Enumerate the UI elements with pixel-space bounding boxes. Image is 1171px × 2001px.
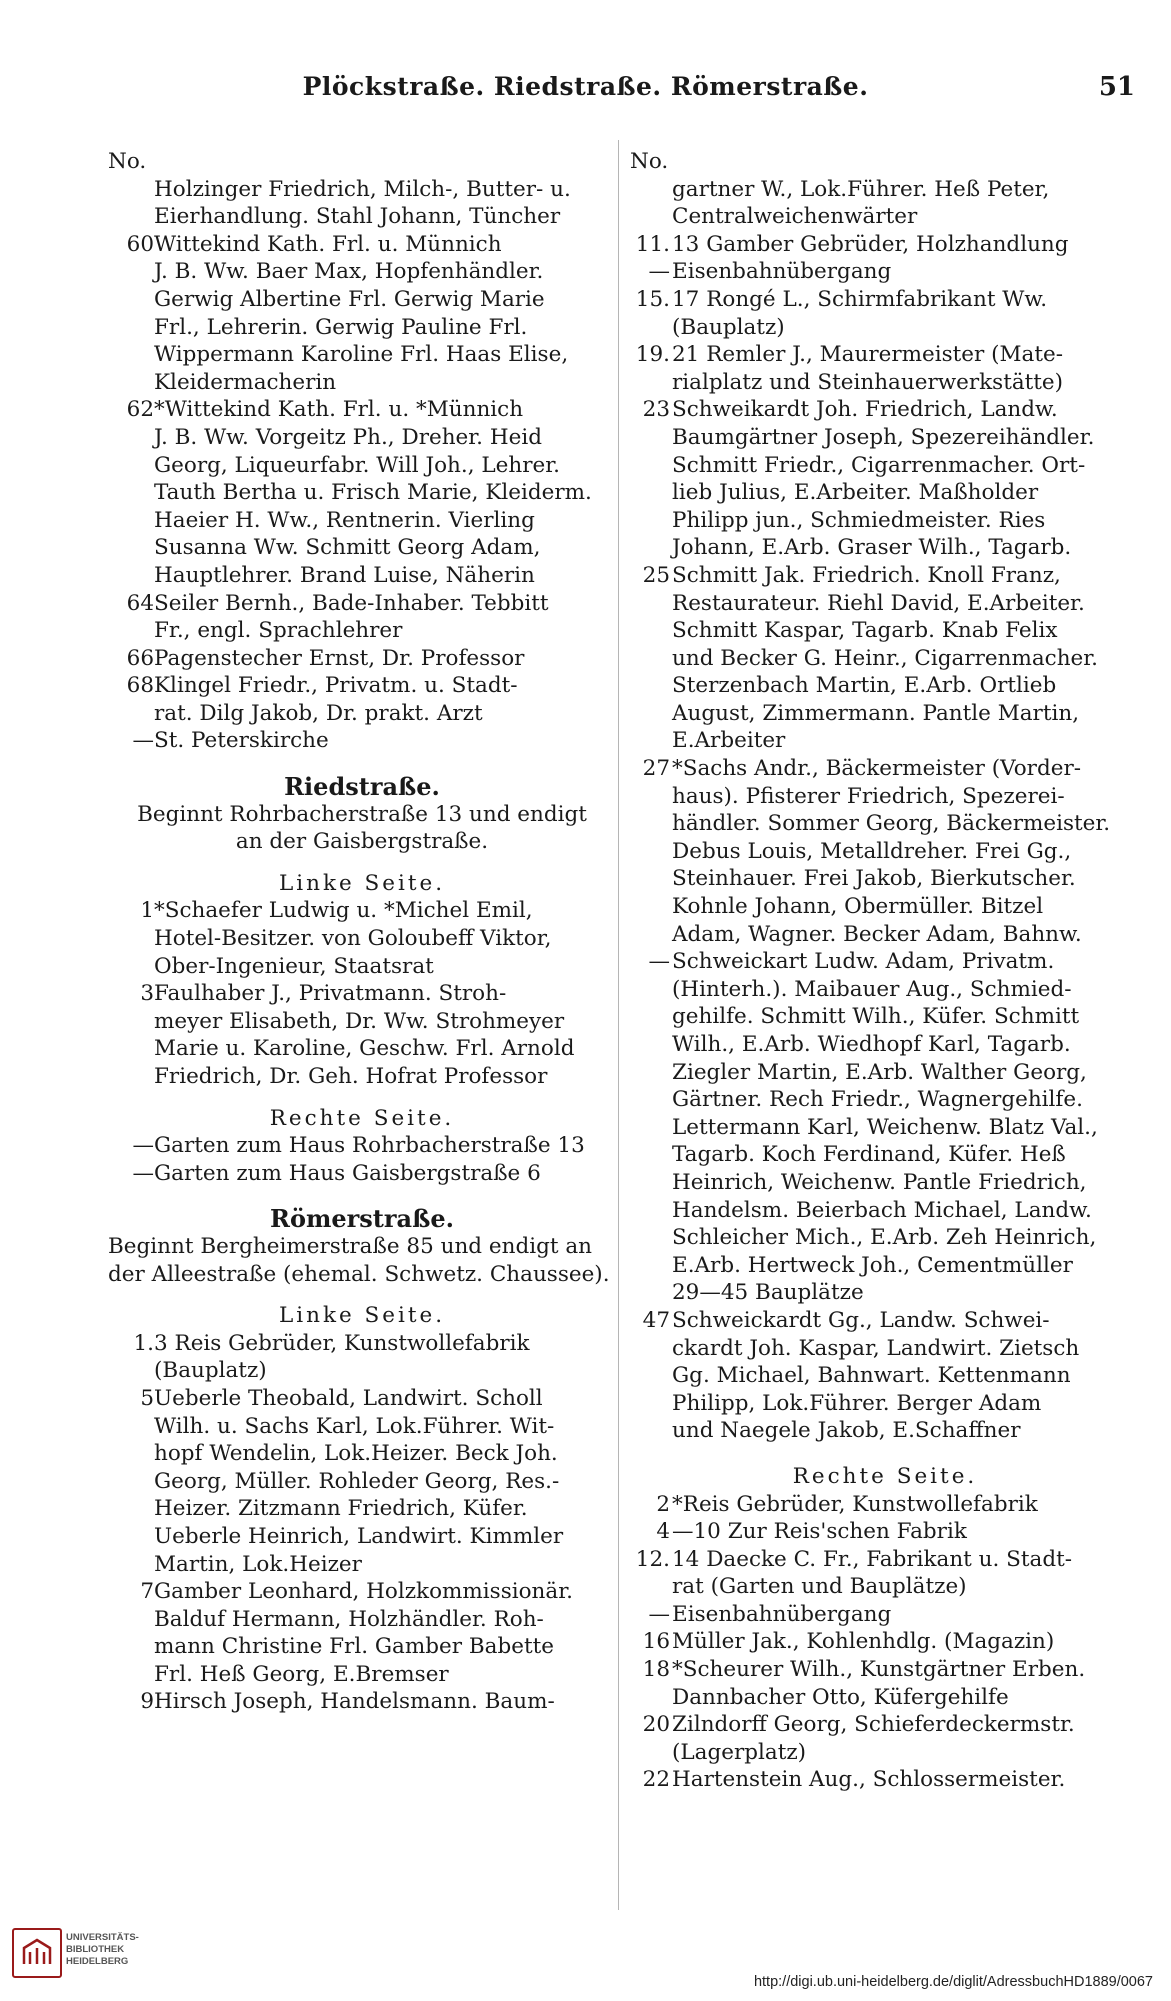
- house-number: 20: [642, 1712, 670, 1738]
- house-number: 12.: [635, 1546, 670, 1572]
- spacer: [108, 1187, 616, 1205]
- house-number: —: [132, 1133, 154, 1159]
- ploeck-entry: [108, 507, 616, 535]
- entry-text: Martin, Lok.Heizer: [154, 1551, 362, 1577]
- roemer-left-cont-entry: [630, 1252, 1140, 1280]
- roemer-left-cont-entry: [630, 727, 1140, 755]
- roemer-left-cont-entry: [630, 865, 1140, 893]
- roemer-left-cont-entry: [630, 893, 1140, 921]
- page-title: Plöckstraße. Riedstraße. Römerstraße.: [302, 72, 869, 101]
- logo-emblem-icon: [12, 1928, 62, 1978]
- column-label: [630, 148, 1140, 176]
- street-intro-text: an der Gaisbergstraße.: [235, 829, 489, 855]
- roemer-left-cont-entry: [630, 452, 1140, 480]
- ploeck-entry: [108, 645, 616, 673]
- house-number: 25: [642, 562, 670, 588]
- entry-text: Hauptlehrer. Brand Luise, Näherin: [154, 562, 535, 588]
- side-label: [108, 870, 616, 898]
- house-number: 16: [642, 1629, 670, 1655]
- spacer: [108, 755, 616, 773]
- entry-text: —10 Zur Reis'schen Fabrik: [672, 1519, 967, 1545]
- entry-text: meyer Elisabeth, Dr. Ww. Strohmeyer: [154, 1008, 565, 1034]
- roemer-left-cont-entry: [630, 507, 1140, 535]
- house-number: 7: [140, 1579, 154, 1605]
- side-label-text: Rechte Seite.: [792, 1463, 978, 1489]
- ploeck-entry: [108, 562, 616, 590]
- roemer-left-cont-entry: [630, 1307, 1140, 1335]
- roemer-left-cont-entry: [630, 1197, 1140, 1225]
- entry-text: Fr., engl. Sprachlehrer: [154, 618, 403, 644]
- entry-text: Schweickart Ludw. Adam, Privatm.: [672, 949, 1055, 975]
- roemer-right-entry: [630, 1546, 1140, 1574]
- entry-text: Schmitt Kaspar, Tagarb. Knab Felix: [672, 618, 1058, 644]
- ploeck-entry: [108, 617, 616, 645]
- entry-text: Steinhauer. Frei Jakob, Bierkutscher.: [672, 866, 1076, 892]
- source-url-link[interactable]: http://digi.ub.uni-heidelberg.de/diglit/AdressbuchHD1889/0067: [753, 1974, 1153, 1990]
- side-label: [108, 1302, 616, 1330]
- roemer-left-cont-entry: [630, 976, 1140, 1004]
- entry-text: Eierhandlung. Stahl Johann, Tüncher: [154, 204, 561, 230]
- entry-text: Baumgärtner Joseph, Spezereihändler.: [672, 424, 1095, 450]
- street-intro-text: Beginnt Rohrbacherstraße 13 und endigt: [137, 801, 587, 827]
- entry-text: J. B. Ww. Vorgeitz Ph., Dreher. Heid: [154, 424, 542, 450]
- entry-text: gartner W., Lok.Führer. Heß Peter,: [672, 176, 1050, 202]
- ploeck-entry: [108, 314, 616, 342]
- house-number: 9: [140, 1689, 154, 1715]
- house-number: 60: [126, 231, 154, 257]
- entry-text: Centralweichenwärter: [672, 204, 918, 230]
- street-intro-text: der Alleestraße (ehemal. Schwetz. Chaussee).: [108, 1261, 610, 1287]
- entry-text: Heizer. Zitzmann Friedrich, Küfer.: [154, 1496, 528, 1522]
- entry-text: Balduf Hermann, Holzhändler. Roh-: [154, 1606, 544, 1632]
- entry-text: gehilfe. Schmitt Wilh., Küfer. Schmitt: [672, 1004, 1080, 1030]
- house-number: 23: [642, 397, 670, 423]
- entry-text: rialplatz und Steinhauerwerkstätte): [672, 369, 1064, 395]
- ried-left-entry: [108, 980, 616, 1008]
- entry-text: Restaurateur. Riehl David, E.Arbeiter.: [672, 590, 1085, 616]
- entry-text: (Bauplatz): [154, 1358, 267, 1384]
- roemer-left-entry: [108, 1357, 616, 1385]
- ried-right-entry: [108, 1160, 616, 1188]
- roemer-left-cont-entry: [630, 1390, 1140, 1418]
- ploeck-entry: [108, 176, 616, 204]
- entry-text: Müller Jak., Kohlenhdlg. (Magazin): [672, 1629, 1055, 1655]
- house-number: 66: [126, 645, 154, 671]
- roemer-left-entry: [108, 1606, 616, 1634]
- roemer-left-cont-entry: [630, 700, 1140, 728]
- roemer-left-entry: [108, 1688, 616, 1716]
- roemer-left-entry: [108, 1495, 616, 1523]
- entry-text: hopf Wendelin, Lok.Heizer. Beck Joh.: [154, 1441, 558, 1467]
- ploeck-entry: [108, 700, 616, 728]
- entry-text: rat. Dilg Jakob, Dr. prakt. Arzt: [154, 700, 483, 726]
- house-number: —: [648, 1601, 670, 1627]
- entry-text: Wippermann Karoline Frl. Haas Elise,: [154, 342, 569, 368]
- house-number: —: [648, 949, 670, 975]
- side-label-text: Linke Seite.: [278, 870, 446, 896]
- roemer-left-cont-entry: [630, 1279, 1140, 1307]
- street-intro: [108, 1233, 616, 1261]
- roemer-left-cont-entry: [630, 672, 1140, 700]
- house-number: 22: [642, 1767, 670, 1793]
- entry-text: (Lagerplatz): [672, 1739, 807, 1765]
- spacer: [108, 1091, 616, 1105]
- house-number: 62: [126, 397, 154, 423]
- street-intro: [108, 801, 616, 829]
- page-header: [0, 72, 1171, 112]
- roemer-left-cont-entry: [630, 314, 1140, 342]
- roemer-left-entry: [108, 1413, 616, 1441]
- house-number: 2: [656, 1491, 670, 1517]
- ried-left-entry: [108, 897, 616, 925]
- ried-left-entry: [108, 1035, 616, 1063]
- entry-text: 3 Reis Gebrüder, Kunstwollefabrik: [154, 1330, 530, 1356]
- entry-text: (Bauplatz): [672, 314, 785, 340]
- entry-text: *Sachs Andr., Bäckermeister (Vorder-: [672, 756, 1081, 782]
- roemer-left-cont-entry: [630, 231, 1140, 259]
- entry-text: 21 Remler J., Maurermeister (Mate-: [672, 342, 1063, 368]
- page-number: 51: [1098, 72, 1135, 102]
- spacer: [630, 1445, 1140, 1463]
- entry-text: Debus Louis, Metalldreher. Frei Gg.,: [672, 838, 1072, 864]
- roemer-left-cont-entry: [630, 1114, 1140, 1142]
- roemer-right-entry: [630, 1766, 1140, 1794]
- column-label-text: No.: [630, 149, 669, 174]
- entry-text: Garten zum Haus Rohrbacherstraße 13: [154, 1133, 585, 1159]
- house-number: —: [132, 1160, 154, 1186]
- roemer-left-cont-entry: [630, 369, 1140, 397]
- roemer-right-entry: [630, 1711, 1140, 1739]
- ploeck-entry: [108, 452, 616, 480]
- roemer-right-entry: [630, 1656, 1140, 1684]
- house-number: —: [132, 728, 154, 754]
- entry-text: Hirsch Joseph, Handelsmann. Baum-: [154, 1689, 555, 1715]
- roemer-left-entry: [108, 1578, 616, 1606]
- roemer-left-cont-entry: [630, 783, 1140, 811]
- spacer: [108, 856, 616, 870]
- entry-text: Seiler Bernh., Bade-Inhaber. Tebbitt: [154, 590, 549, 616]
- ploeck-entry: [108, 672, 616, 700]
- entry-text: ckardt Joh. Kaspar, Landwirt. Zietsch: [672, 1335, 1080, 1361]
- entry-text: Schleicher Mich., E.Arb. Zeh Heinrich,: [672, 1225, 1097, 1251]
- entry-text: Wilh. u. Sachs Karl, Lok.Führer. Wit-: [154, 1413, 555, 1439]
- house-number: 15.: [635, 286, 670, 312]
- roemer-left-entry: [108, 1440, 616, 1468]
- roemer-left-cont-entry: [630, 396, 1140, 424]
- entry-text: Tagarb. Koch Ferdinand, Küfer. Heß: [672, 1142, 1066, 1168]
- entry-text: *Schaefer Ludwig u. *Michel Emil,: [154, 898, 533, 924]
- entry-text: Wilh., E.Arb. Wiedhopf Karl, Tagarb.: [672, 1032, 1071, 1057]
- entry-text: Ziegler Martin, E.Arb. Walther Georg,: [672, 1059, 1087, 1085]
- left-column: [108, 148, 616, 1716]
- ploeck-entry: [108, 396, 616, 424]
- house-number: 47: [642, 1307, 670, 1333]
- entry-text: Frl., Lehrerin. Gerwig Pauline Frl.: [154, 314, 528, 340]
- house-number: 19.: [635, 342, 670, 368]
- entry-text: rat (Garten und Bauplätze): [672, 1574, 967, 1600]
- street-intro-text: Beginnt Bergheimerstraße 85 und endigt an: [108, 1233, 593, 1259]
- roemer-left-cont-entry: [630, 1362, 1140, 1390]
- entry-text: August, Zimmermann. Pantle Martin,: [672, 700, 1080, 726]
- entry-text: Eisenbahnübergang: [672, 1601, 892, 1627]
- entry-text: Lettermann Karl, Weichenw. Blatz Val.,: [672, 1114, 1098, 1140]
- roemer-left-cont-entry: [630, 341, 1140, 369]
- street-heading-text: Riedstraße.: [284, 773, 440, 801]
- house-number: 4: [656, 1519, 670, 1545]
- roemer-right-entry: [630, 1739, 1140, 1767]
- roemer-left-cont-entry: [630, 1086, 1140, 1114]
- ploeck-entry: [108, 341, 616, 369]
- roemer-left-cont-entry: [630, 1059, 1140, 1087]
- entry-text: und Naegele Jakob, E.Schaffner: [672, 1418, 1021, 1444]
- entry-text: Holzinger Friedrich, Milch-, Butter- u.: [154, 176, 571, 202]
- entry-text: 29—45 Bauplätze: [672, 1280, 864, 1306]
- entry-text: lieb Julius, E.Arbeiter. Maßholder: [672, 480, 1039, 506]
- entry-text: Philipp, Lok.Führer. Berger Adam: [672, 1390, 1042, 1416]
- right-column: [630, 148, 1140, 1794]
- entry-text: Zilndorff Georg, Schieferdeckermstr.: [672, 1712, 1075, 1738]
- side-label: [108, 1105, 616, 1133]
- entry-text: E.Arb. Hertweck Joh., Cementmüller: [672, 1252, 1073, 1278]
- roemer-left-cont-entry: [630, 590, 1140, 618]
- roemer-left-cont-entry: [630, 203, 1140, 231]
- entry-text: Georg, Müller. Rohleder Georg, Res.-: [154, 1468, 560, 1494]
- street-heading: [108, 773, 616, 801]
- entry-text: Faulhaber J., Privatmann. Stroh-: [154, 981, 507, 1007]
- entry-text: St. Peterskirche: [154, 728, 329, 754]
- house-number: —: [648, 259, 670, 285]
- entry-text: Marie u. Karoline, Geschw. Frl. Arnold: [154, 1036, 575, 1062]
- roemer-left-cont-entry: [630, 755, 1140, 783]
- roemer-left-entry: [108, 1468, 616, 1496]
- logo-text-line: BIBLIOTHEK: [66, 1944, 125, 1955]
- ploeck-entry: [108, 479, 616, 507]
- roemer-left-cont-entry: [630, 921, 1140, 949]
- entry-text: 13 Gamber Gebrüder, Holzhandlung: [672, 231, 1069, 257]
- entry-text: haus). Pfisterer Friedrich, Spezerei-: [672, 783, 1065, 809]
- house-number: 5: [140, 1385, 154, 1411]
- column-label-text: No.: [108, 149, 147, 174]
- roemer-right-entry: [630, 1684, 1140, 1712]
- entry-text: Susanna Ww. Schmitt Georg Adam,: [154, 535, 541, 561]
- street-intro: [108, 1261, 616, 1289]
- roemer-left-cont-entry: [630, 258, 1140, 286]
- roemer-left-entry: [108, 1523, 616, 1551]
- entry-text: Ober-Ingenieur, Staatsrat: [154, 953, 434, 979]
- entry-text: Ueberle Theobald, Landwirt. Scholl: [154, 1385, 543, 1411]
- house-number: 64: [126, 590, 154, 616]
- house-number: 68: [126, 673, 154, 699]
- side-label-text: Rechte Seite.: [269, 1105, 455, 1131]
- entry-text: *Reis Gebrüder, Kunstwollefabrik: [672, 1491, 1038, 1517]
- entry-text: Hotel-Besitzer. von Goloubeff Viktor,: [154, 926, 552, 952]
- ploeck-entry: [108, 369, 616, 397]
- roemer-left-cont-entry: [630, 617, 1140, 645]
- entry-text: Haeier H. Ww., Rentnerin. Vierling: [154, 507, 535, 533]
- entry-text: Kleidermacherin: [154, 369, 337, 395]
- house-number: 1.: [133, 1330, 154, 1356]
- roemer-left-entry: [108, 1551, 616, 1579]
- ploeck-entry: [108, 258, 616, 286]
- entry-text: E.Arbeiter: [672, 728, 786, 754]
- ried-left-entry: [108, 953, 616, 981]
- spacer: [108, 1288, 616, 1302]
- ried-left-entry: [108, 1063, 616, 1091]
- entry-text: Gerwig Albertine Frl. Gerwig Marie: [154, 286, 545, 312]
- house-number: 27: [642, 756, 670, 782]
- ried-left-entry: [108, 925, 616, 953]
- entry-text: Handelsm. Beierbach Michael, Landw.: [672, 1197, 1092, 1223]
- entry-text: händler. Sommer Georg, Bäckermeister.: [672, 811, 1111, 837]
- entry-text: mann Christine Frl. Gamber Babette: [154, 1634, 554, 1660]
- ploeck-entry: [108, 590, 616, 618]
- entry-text: Dannbacher Otto, Küfergehilfe: [672, 1684, 1009, 1710]
- entry-text: Klingel Friedr., Privatm. u. Stadt-: [154, 673, 518, 699]
- entry-text: Adam, Wagner. Becker Adam, Bahnw.: [672, 921, 1082, 947]
- entry-text: Heinrich, Weichenw. Pantle Friedrich,: [672, 1169, 1087, 1195]
- entry-text: Gärtner. Rech Friedr., Wagnergehilfe.: [672, 1087, 1083, 1113]
- side-label-text: Linke Seite.: [278, 1303, 446, 1329]
- house-number: 3: [140, 981, 154, 1007]
- roemer-left-cont-entry: [630, 1031, 1140, 1059]
- roemer-left-cont-entry: [630, 1417, 1140, 1445]
- roemer-left-cont-entry: [630, 562, 1140, 590]
- entry-text: Kohnle Johann, Obermüller. Bitzel: [672, 894, 1044, 920]
- house-number: 11.: [635, 231, 670, 257]
- ploeck-entry: [108, 727, 616, 755]
- street-intro: [108, 828, 616, 856]
- entry-text: Friedrich, Dr. Geh. Hofrat Professor: [154, 1064, 548, 1089]
- street-heading: [108, 1205, 616, 1233]
- entry-text: J. B. Ww. Baer Max, Hopfenhändler.: [154, 259, 544, 285]
- roemer-right-entry: [630, 1518, 1140, 1546]
- entry-text: Pagenstecher Ernst, Dr. Professor: [154, 645, 525, 671]
- entry-text: Eisenbahnübergang: [672, 259, 892, 285]
- entry-text: Ueberle Heinrich, Landwirt. Kimmler: [154, 1523, 564, 1549]
- house-number: 18: [642, 1657, 670, 1683]
- roemer-right-entry: [630, 1601, 1140, 1629]
- entry-text: (Hinterh.). Maibauer Aug., Schmied-: [672, 976, 1072, 1002]
- roemer-left-cont-entry: [630, 1224, 1140, 1252]
- ried-right-entry: [108, 1132, 616, 1160]
- entry-text: Tauth Bertha u. Frisch Marie, Kleiderm.: [154, 480, 592, 506]
- entry-text: Wittekind Kath. Frl. u. Münnich: [154, 231, 502, 257]
- entry-text: Georg, Liqueurfabr. Will Joh., Lehrer.: [154, 452, 560, 478]
- logo-text-line: UNIVERSITÄTS-: [66, 1932, 139, 1943]
- ried-left-entry: [108, 1008, 616, 1036]
- roemer-left-cont-entry: [630, 424, 1140, 452]
- ploeck-entry: [108, 203, 616, 231]
- entry-text: 14 Daecke C. Fr., Fabrikant u. Stadt-: [672, 1546, 1073, 1572]
- entry-text: Sterzenbach Martin, E.Arb. Ortlieb: [672, 673, 1057, 699]
- entry-text: Schmitt Friedr., Cigarrenmacher. Ort-: [672, 452, 1086, 478]
- side-label: [630, 1463, 1140, 1491]
- roemer-left-cont-entry: [630, 1141, 1140, 1169]
- roemer-left-cont-entry: [630, 1335, 1140, 1363]
- street-heading-text: Römerstraße.: [270, 1205, 454, 1233]
- ploeck-entry: [108, 534, 616, 562]
- entry-text: Schweikardt Joh. Friedrich, Landw.: [672, 397, 1058, 423]
- entry-text: Schweickardt Gg., Landw. Schwei-: [672, 1307, 1050, 1333]
- entry-text: Garten zum Haus Gaisbergstraße 6: [154, 1160, 541, 1186]
- house-number: 1: [140, 898, 154, 924]
- roemer-left-cont-entry: [630, 645, 1140, 673]
- roemer-right-entry: [630, 1573, 1140, 1601]
- roemer-left-entry: [108, 1661, 616, 1689]
- roemer-left-entry: [108, 1330, 616, 1358]
- entry-text: 17 Rongé L., Schirmfabrikant Ww.: [672, 286, 1048, 312]
- ploeck-entry: [108, 231, 616, 259]
- roemer-right-entry: [630, 1628, 1140, 1656]
- logo-text-line: HEIDELBERG: [66, 1956, 129, 1967]
- roemer-left-entry: [108, 1385, 616, 1413]
- library-logo[interactable]: [12, 1928, 152, 1988]
- entry-text: *Scheurer Wilh., Kunstgärtner Erben.: [672, 1657, 1086, 1683]
- entry-text: und Becker G. Heinr., Cigarrenmacher.: [672, 645, 1099, 671]
- entry-text: Schmitt Jak. Friedrich. Knoll Franz,: [672, 562, 1061, 588]
- ploeck-entry: [108, 424, 616, 452]
- roemer-left-cont-entry: [630, 286, 1140, 314]
- logo-text: [66, 1932, 139, 1968]
- roemer-left-cont-entry: [630, 810, 1140, 838]
- roemer-left-cont-entry: [630, 1169, 1140, 1197]
- entry-text: Gg. Michael, Bahnwart. Kettenmann: [672, 1363, 1071, 1389]
- roemer-left-cont-entry: [630, 479, 1140, 507]
- entry-text: Gamber Leonhard, Holzkommissionär.: [154, 1579, 573, 1605]
- entry-text: *Wittekind Kath. Frl. u. *Münnich: [154, 397, 524, 423]
- column-divider: [618, 140, 619, 1910]
- roemer-left-cont-entry: [630, 1003, 1140, 1031]
- roemer-right-entry: [630, 1491, 1140, 1519]
- ploeck-entry: [108, 286, 616, 314]
- roemer-left-cont-entry: [630, 838, 1140, 866]
- roemer-left-cont-entry: [630, 176, 1140, 204]
- roemer-left-cont-entry: [630, 948, 1140, 976]
- entry-text: Philipp jun., Schmiedmeister. Ries: [672, 507, 1046, 533]
- entry-text: Frl. Heß Georg, E.Bremser: [154, 1661, 449, 1687]
- entry-text: Johann, E.Arb. Graser Wilh., Tagarb.: [672, 535, 1072, 561]
- column-label: [108, 148, 616, 176]
- roemer-left-cont-entry: [630, 534, 1140, 562]
- roemer-left-entry: [108, 1633, 616, 1661]
- entry-text: Hartenstein Aug., Schlossermeister.: [672, 1767, 1066, 1793]
